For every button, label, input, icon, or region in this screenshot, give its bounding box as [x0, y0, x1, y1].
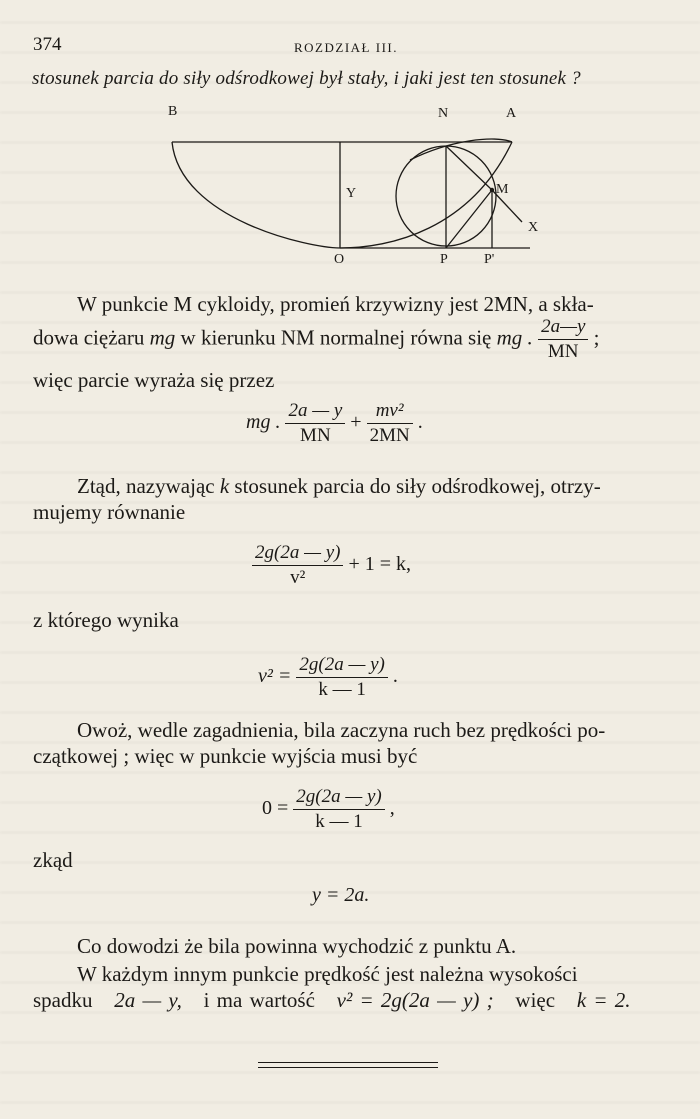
- eq1-frac1-num: 2a — y: [285, 400, 345, 424]
- para3-text-a: Ztąd, nazywając: [77, 474, 215, 498]
- question-line: stosunek parcia do siły odśrodkowej był stały, i jaki jest ten stosunek ?: [32, 68, 581, 89]
- para1-mg: mg: [149, 325, 176, 350]
- label-M: M: [496, 182, 509, 197]
- para1-semicolon: ;: [593, 325, 600, 350]
- eq4-comma: ,: [389, 797, 395, 820]
- para8-line2: [33, 988, 631, 1013]
- eq2-frac-den: v²: [290, 567, 306, 588]
- page-number: 374: [33, 34, 62, 55]
- para6: zkąd: [33, 848, 73, 872]
- equation-4: [262, 786, 395, 833]
- label-B: B: [168, 104, 178, 119]
- para8-text-c: i ma wartość: [203, 988, 315, 1012]
- para5-line1: Owoż, wedle zagadnienia, bila zaczyna ruch bez prędkości po-: [77, 718, 606, 742]
- para3-text-b: stosunek parcia do siły odśrodkowej, otrzy-: [234, 474, 601, 498]
- para1-frac-den: MN: [547, 341, 579, 362]
- line-NM: [446, 146, 492, 190]
- label-P-prime: P': [484, 252, 495, 267]
- label-N: N: [438, 106, 449, 121]
- eq3-frac: [296, 654, 387, 701]
- para7: Co dowodzi że bila powinna wychodzić z punktu A.: [77, 934, 517, 958]
- para1-fraction: [538, 316, 588, 363]
- eq4-frac: [293, 786, 384, 833]
- point-M: [490, 188, 494, 192]
- line-MP: [446, 190, 492, 248]
- equation-2: [252, 542, 411, 589]
- running-header: ROZDZIAŁ III.: [294, 40, 398, 55]
- eq1-frac1: [285, 400, 345, 447]
- label-P: P: [440, 252, 448, 267]
- eq4-pre: 0 =: [262, 797, 289, 820]
- label-X: X: [528, 220, 539, 235]
- cycloid-figure: [150, 100, 550, 280]
- para8-text-a: spadku: [33, 988, 93, 1012]
- para1-text-a: dowa ciężaru: [33, 325, 145, 350]
- eq1-frac2-den: 2MN: [369, 425, 410, 446]
- equation-5: y = 2a.: [312, 884, 370, 906]
- equation-3: [258, 654, 398, 701]
- para8-expr-f: k = 2.: [576, 988, 631, 1012]
- eq1-dot: .: [417, 411, 423, 434]
- eq2-frac: [252, 542, 343, 589]
- label-O: O: [334, 252, 345, 267]
- eq3-frac-den: k — 1: [318, 679, 366, 700]
- para3-k: k: [219, 474, 230, 498]
- eq2-frac-num: 2g(2a — y): [252, 542, 343, 566]
- eq1-frac2: [367, 400, 413, 447]
- label-A: A: [506, 106, 517, 121]
- para1-line2: [33, 316, 599, 363]
- cycloid-arc: [172, 142, 512, 248]
- para2: więc parcie wyraża się przez: [33, 368, 275, 392]
- para1-mg-dot: mg .: [496, 325, 533, 350]
- eq1-frac1-den: MN: [300, 425, 331, 446]
- eq4-frac-den: k — 1: [315, 811, 363, 832]
- para1-text-b: w kierunku NM normalnej równa się: [180, 325, 492, 350]
- para3-line2: mujemy równanie: [33, 500, 186, 524]
- para5-line2: czątkowej ; więc w punkcie wyjścia musi być: [33, 744, 418, 768]
- label-Y: Y: [346, 186, 357, 201]
- eq3-frac-num: 2g(2a — y): [296, 654, 387, 678]
- section-end-rule: [258, 1062, 438, 1068]
- eq1-pre: mg .: [246, 411, 281, 434]
- eq2-rest: + 1 = k,: [348, 553, 412, 576]
- equation-1: [246, 400, 423, 447]
- para8-expr-b: 2a — y,: [114, 988, 182, 1012]
- eq3-pre: v² =: [258, 665, 292, 688]
- eq1-frac2-num: mv²: [367, 400, 413, 424]
- para8-expr-d: v² = 2g(2a — y) ;: [336, 988, 494, 1012]
- para8-text-e: więc: [515, 988, 556, 1012]
- eq4-frac-num: 2g(2a — y): [293, 786, 384, 810]
- eq1-plus: +: [350, 411, 362, 434]
- para1-line1: W punkcie M cykloidy, promień krzywizny jest 2MN, a skła-: [77, 292, 594, 316]
- para4: z którego wynika: [33, 608, 179, 632]
- para1-frac-num: 2a—y: [538, 316, 588, 340]
- para3-line1: [77, 474, 601, 499]
- para8-line1: W każdym innym punkcie prędkość jest należna wysokości: [77, 962, 578, 986]
- eq3-dot: .: [392, 665, 398, 688]
